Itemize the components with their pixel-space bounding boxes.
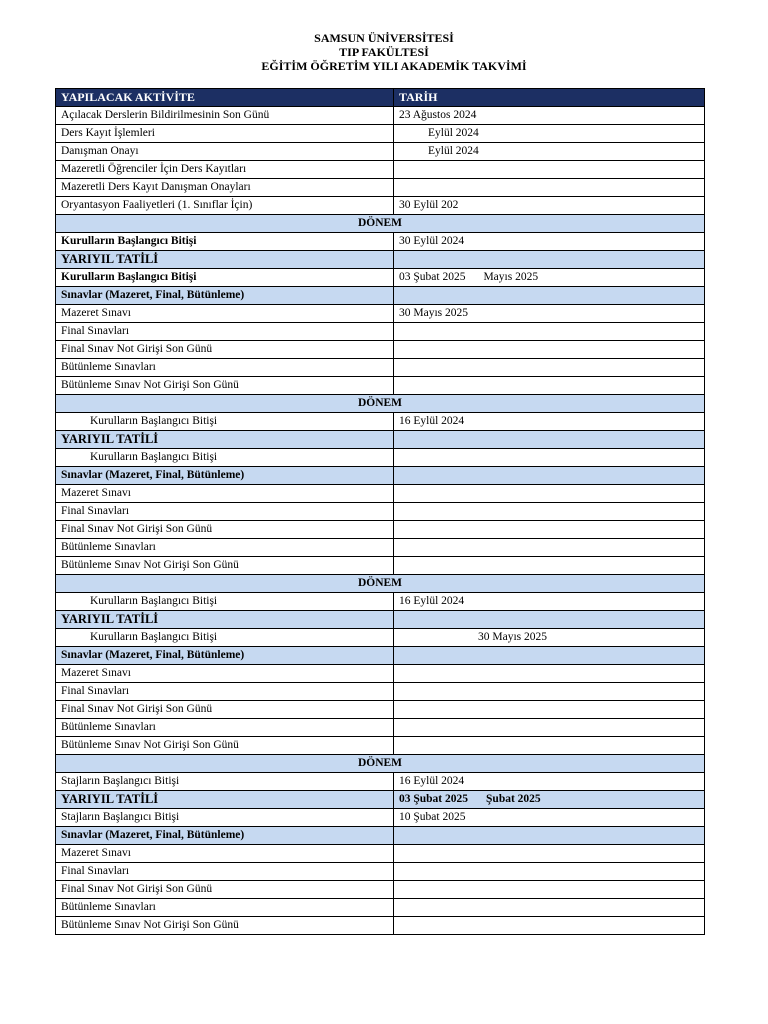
date-cell — [394, 521, 705, 539]
end-date: Mayıs 2025 — [483, 271, 539, 283]
table-row — [56, 683, 705, 701]
section-header-row — [56, 395, 705, 413]
activity-cell: Bütünleme Sınav Not Girişi Son Günü — [56, 917, 394, 935]
activity-cell: Final Sınav Not Girişi Son Günü — [56, 341, 394, 359]
activity-cell: Bütünleme Sınav Not Girişi Son Günü — [56, 737, 394, 755]
table-row — [56, 521, 705, 539]
section-header-row — [56, 755, 705, 773]
table-row — [56, 179, 705, 197]
activity-cell: Kurulların Başlangıcı Bitişi — [56, 233, 394, 251]
subsection-title: YARIYIL TATİLİ — [56, 611, 394, 629]
date-cell — [394, 359, 705, 377]
date-cell — [394, 899, 705, 917]
activity-cell: Kurulların Başlangıcı Bitişi — [56, 593, 394, 611]
subsection-row — [56, 611, 705, 629]
date-cell — [394, 467, 705, 485]
activity-cell: Final Sınav Not Girişi Son Günü — [56, 521, 394, 539]
date-cell — [394, 341, 705, 359]
activity-cell: Mazeret Sınavı — [56, 485, 394, 503]
date-cell — [394, 485, 705, 503]
subsection-row — [56, 647, 705, 665]
subsection-row — [56, 287, 705, 305]
date-cell — [394, 251, 705, 269]
activity-cell: Mazeret Sınavı — [56, 845, 394, 863]
academic-calendar-table — [55, 88, 705, 935]
activity-cell: Final Sınav Not Girişi Son Günü — [56, 701, 394, 719]
activity-cell: Kurulların Başlangıcı Bitişi — [56, 629, 394, 647]
section-title: DÖNEM — [56, 755, 705, 773]
date-cell — [394, 917, 705, 935]
faculty-name: TIP FAKÜLTESİ — [339, 45, 429, 59]
date-cell — [394, 179, 705, 197]
table-row — [56, 629, 705, 647]
date-cell — [394, 539, 705, 557]
section-header-row — [56, 575, 705, 593]
date-cell — [394, 701, 705, 719]
date-cell — [394, 449, 705, 467]
activity-cell: Bütünleme Sınavları — [56, 539, 394, 557]
table-row — [56, 557, 705, 575]
activity-cell: Bütünleme Sınavları — [56, 899, 394, 917]
subsection-row — [56, 467, 705, 485]
table-row — [56, 845, 705, 863]
table-row — [56, 305, 705, 323]
table-row — [56, 917, 705, 935]
date-cell — [394, 863, 705, 881]
university-name: SAMSUN ÜNİVERSİTESİ — [314, 31, 454, 45]
date-cell: 30 Eylül 2024 — [394, 233, 705, 251]
table-row — [56, 413, 705, 431]
activity-cell: Mazeret Sınavı — [56, 665, 394, 683]
date-cell: 30 Eylül 202 — [394, 197, 705, 215]
start-date: 03 Şubat 2025 — [399, 793, 469, 805]
table-row — [56, 899, 705, 917]
date-cell: 30 Mayıs 2025 — [394, 305, 705, 323]
activity-cell: Final Sınavları — [56, 863, 394, 881]
table-row — [56, 269, 705, 287]
activity-cell: Mazeret Sınavı — [56, 305, 394, 323]
activity-cell: Stajların Başlangıcı Bitişi — [56, 773, 394, 791]
table-row — [56, 485, 705, 503]
table-row — [56, 125, 705, 143]
date-cell — [394, 845, 705, 863]
table-row — [56, 323, 705, 341]
activity-cell: Ders Kayıt İşlemleri — [56, 125, 394, 143]
table-row — [56, 449, 705, 467]
table-row — [56, 377, 705, 395]
subsection-title: Sınavlar (Mazeret, Final, Bütünleme) — [56, 827, 394, 845]
date-cell — [394, 737, 705, 755]
date-cell: 16 Eylül 2024 — [394, 773, 705, 791]
activity-cell: Bütünleme Sınavları — [56, 719, 394, 737]
date-cell — [394, 323, 705, 341]
activity-cell: Bütünleme Sınavları — [56, 359, 394, 377]
activity-cell: Danışman Onayı — [56, 143, 394, 161]
date-cell — [394, 503, 705, 521]
date-cell: 10 Şubat 2025 — [394, 809, 705, 827]
table-row — [56, 503, 705, 521]
column-header-activity: YAPILACAK AKTİVİTE — [56, 89, 394, 107]
date-cell — [394, 647, 705, 665]
table-row — [56, 359, 705, 377]
activity-cell: Bütünleme Sınav Not Girişi Son Günü — [56, 557, 394, 575]
date-cell: 16 Eylül 2024 — [394, 593, 705, 611]
activity-cell: Mazeretli Ders Kayıt Danışman Onayları — [56, 179, 394, 197]
section-title: DÖNEM — [56, 215, 705, 233]
activity-cell: Final Sınavları — [56, 683, 394, 701]
activity-cell: Bütünleme Sınav Not Girişi Son Günü — [56, 377, 394, 395]
date-cell — [394, 161, 705, 179]
subsection-row — [56, 251, 705, 269]
activity-cell: Kurulların Başlangıcı Bitişi — [56, 413, 394, 431]
table-row — [56, 341, 705, 359]
date-cell — [394, 557, 705, 575]
date-cell — [394, 791, 705, 809]
date-cell — [394, 665, 705, 683]
date-cell — [394, 269, 705, 287]
table-row — [56, 809, 705, 827]
table-header-row — [56, 89, 705, 107]
section-header-row — [56, 215, 705, 233]
subsection-title: Sınavlar (Mazeret, Final, Bütünleme) — [56, 647, 394, 665]
date-cell — [394, 611, 705, 629]
subsection-title: YARIYIL TATİLİ — [56, 431, 394, 449]
activity-cell: Final Sınavları — [56, 503, 394, 521]
section-title: DÖNEM — [56, 395, 705, 413]
table-row — [56, 701, 705, 719]
start-date: 03 Şubat 2025 — [399, 271, 466, 283]
table-row — [56, 143, 705, 161]
date-cell: Eylül 2024 — [394, 143, 705, 161]
table-row — [56, 197, 705, 215]
table-row — [56, 881, 705, 899]
date-cell — [394, 377, 705, 395]
date-cell — [394, 719, 705, 737]
date-cell: 16 Eylül 2024 — [394, 413, 705, 431]
column-header-date: TARİH — [394, 89, 705, 107]
activity-cell: Açılacak Derslerin Bildirilmesinin Son Günü — [56, 107, 394, 125]
end-date: Şubat 2025 — [486, 793, 541, 805]
date-cell — [394, 881, 705, 899]
date-cell: 30 Mayıs 2025 — [394, 629, 705, 647]
subsection-title: Sınavlar (Mazeret, Final, Bütünleme) — [56, 467, 394, 485]
activity-cell: Stajların Başlangıcı Bitişi — [56, 809, 394, 827]
activity-cell: Final Sınav Not Girişi Son Günü — [56, 881, 394, 899]
subsection-title: Sınavlar (Mazeret, Final, Bütünleme) — [56, 287, 394, 305]
activity-cell: Kurulların Başlangıcı Bitişi — [56, 449, 394, 467]
table-row — [56, 233, 705, 251]
activity-cell: Oryantasyon Faaliyetleri (1. Sınıflar İçin) — [56, 197, 394, 215]
table-row — [56, 773, 705, 791]
subsection-row — [56, 431, 705, 449]
date-cell: Eylül 2024 — [394, 125, 705, 143]
subsection-row — [56, 827, 705, 845]
subsection-row — [56, 791, 705, 809]
date-cell — [394, 827, 705, 845]
calendar-title: EĞİTİM ÖĞRETİM YILI AKADEMİK TAKVİMİ — [261, 59, 527, 73]
table-row — [56, 719, 705, 737]
date-cell: 23 Ağustos 2024 — [394, 107, 705, 125]
activity-cell: Kurulların Başlangıcı Bitişi — [56, 269, 394, 287]
activity-cell: Mazeretli Öğrenciler İçin Ders Kayıtları — [56, 161, 394, 179]
table-row — [56, 665, 705, 683]
table-row — [56, 107, 705, 125]
date-cell — [394, 431, 705, 449]
subsection-title: YARIYIL TATİLİ — [56, 791, 394, 809]
table-row — [56, 161, 705, 179]
date-cell — [394, 683, 705, 701]
table-row — [56, 539, 705, 557]
table-row — [56, 863, 705, 881]
activity-cell: Final Sınavları — [56, 323, 394, 341]
section-title: DÖNEM — [56, 575, 705, 593]
date-cell — [394, 287, 705, 305]
table-row — [56, 593, 705, 611]
subsection-title: YARIYIL TATİLİ — [56, 251, 394, 269]
table-row — [56, 737, 705, 755]
